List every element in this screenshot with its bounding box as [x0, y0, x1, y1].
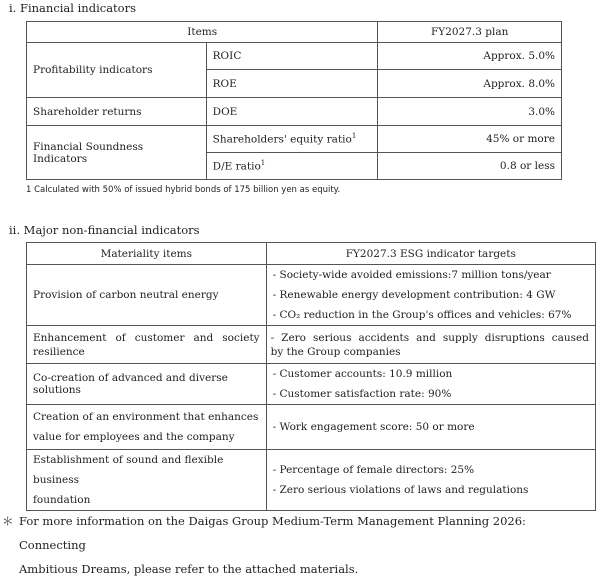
note-line: For more information on the Daigas Group Medium-Term Management Planning 2026: Connecting: [19, 514, 526, 552]
item-doe: DOE: [206, 98, 378, 126]
target-line: - Customer satisfaction rate: 90%: [272, 388, 452, 400]
materiality-line: Creation of an environment that enhances: [33, 411, 259, 423]
value-de-ratio: 0.8 or less: [378, 153, 562, 180]
note-line: Ambitious Dreams, please refer to the attached materials.: [19, 562, 359, 576]
header-items: Items: [27, 22, 378, 43]
materiality-carbon-neutral: Provision of carbon neutral energy: [27, 265, 267, 326]
target-line: - Society-wide avoided emissions:7 million tons/year: [272, 269, 551, 281]
target-line: - CO₂ reduction in the Group's offices and vehicles: 67%: [272, 309, 572, 321]
targets-carbon-neutral: [266, 265, 595, 326]
group-shareholder-returns: Shareholder returns: [27, 98, 207, 126]
materiality-line: Establishment of sound and flexible business: [33, 454, 224, 486]
value-equity-ratio: 45% or more: [378, 126, 562, 153]
materiality-line: foundation: [33, 494, 91, 506]
header-plan: FY2027.3 plan: [378, 22, 562, 43]
financial-indicators-table: [26, 21, 562, 180]
materiality-employees: [27, 405, 267, 450]
note-text: [19, 509, 579, 581]
header-materiality: Materiality items: [27, 243, 267, 265]
materiality-co-creation: Co-creation of advanced and diverse solutions: [27, 364, 267, 405]
targets-foundation: [266, 450, 595, 511]
materiality-foundation: [27, 450, 267, 511]
target-line: - Customer accounts: 10.9 million: [272, 368, 453, 380]
header-targets: FY2027.3 ESG indicator targets: [266, 243, 595, 265]
target-line: - Zero serious accidents and supply disruptions caused: [270, 331, 589, 344]
item-de-ratio: D/E ratio$^1$: [206, 153, 378, 180]
section2-title: ii. Major non-financial indicators: [9, 223, 200, 237]
note-mark: ＊: [2, 514, 14, 528]
group-profitability: Profitability indicators: [27, 43, 207, 98]
materiality-resilience: [27, 326, 267, 364]
materiality-line: value for employees and the company: [33, 431, 235, 443]
value-doe: 3.0%: [378, 98, 562, 126]
item-equity-ratio: Shareholders' equity ratio$^1$: [206, 126, 378, 153]
value-roic: Approx. 5.0%: [378, 43, 562, 70]
target-line: - Renewable energy development contribution: 4 GW: [272, 289, 556, 301]
section1-title: i. Financial indicators: [9, 1, 136, 15]
item-roic: ROIC: [206, 43, 378, 70]
targets-employees: - Work engagement score: 50 or more: [266, 405, 595, 450]
value-roe: Approx. 8.0%: [378, 70, 562, 98]
group-financial-soundness: Financial Soundness Indicators: [27, 126, 207, 180]
item-roe: ROE: [206, 70, 378, 98]
materiality-line: Enhancement of customer and society: [33, 331, 260, 344]
target-line: - Percentage of female directors: 25%: [272, 464, 475, 476]
target-line: - Zero serious violations of laws and regulations: [272, 484, 529, 496]
materiality-line: resilience: [33, 345, 85, 358]
footnote: 1 Calculated with 50% of issued hybrid bonds of 175 billion yen as equity.: [26, 185, 341, 195]
targets-resilience: [266, 326, 595, 364]
target-line: by the Group companies: [270, 345, 401, 358]
non-financial-indicators-table: [26, 242, 596, 511]
targets-co-creation: [266, 364, 595, 405]
